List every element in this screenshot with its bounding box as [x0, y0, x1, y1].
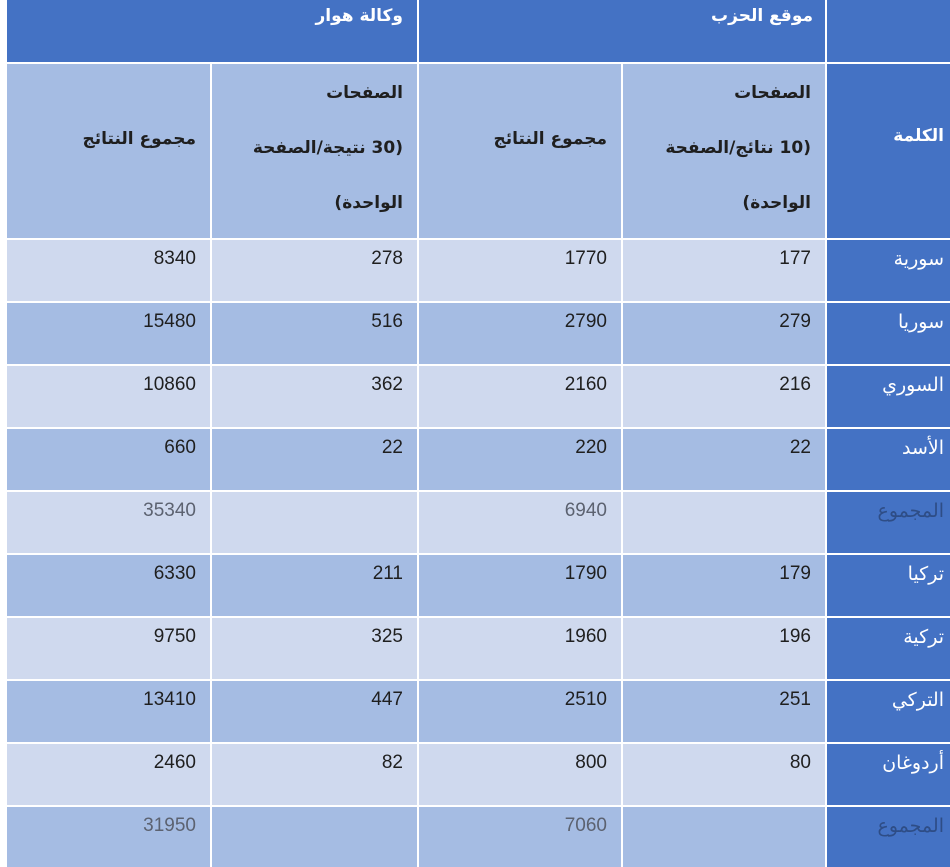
hawar-total-cell: [7, 744, 210, 805]
party-pages-cell: [623, 807, 825, 867]
party-total-cell-value: 2510: [564, 689, 607, 710]
hawar-pages-header-line2: (30 نتيجة/الصفحة: [252, 138, 403, 158]
party-pages-header: [623, 64, 825, 238]
keyword-cell-value: سوريا: [898, 311, 944, 333]
keyword-cell: [827, 618, 950, 679]
party-total-cell-value: 6940: [564, 500, 607, 521]
hawar-total-cell: [7, 618, 210, 679]
keyword-cell-value: أردوغان: [882, 752, 944, 774]
party-total-cell-value: 7060: [564, 815, 607, 836]
hawar-pages-cell-value: 447: [371, 689, 403, 710]
hawar-pages-cell-value: 516: [371, 311, 403, 332]
keyword-cell: [827, 744, 950, 805]
hawar-total-cell: [7, 681, 210, 742]
hawar-total-cell-value: 15480: [143, 311, 196, 332]
party-pages-cell-value: 196: [779, 626, 811, 647]
hawar-total-cell: [7, 240, 210, 301]
party-total-cell: [419, 429, 621, 490]
party-total-cell: [419, 492, 621, 553]
hawar-pages-cell-value: 211: [372, 563, 403, 584]
hawar-total-cell: [7, 492, 210, 553]
hawar-total-cell-value: 31950: [143, 815, 196, 836]
party-total-cell-value: 800: [575, 752, 607, 773]
keyword-column-header: [827, 64, 950, 238]
hawar-pages-cell-value: 82: [381, 752, 403, 773]
party-pages-header-line3: الواحدة): [742, 193, 811, 213]
keyword-cell: [827, 492, 950, 553]
party-pages-cell: [623, 555, 825, 616]
hawar-total-cell-value: 660: [164, 437, 196, 458]
party-total-cell-value: 220: [575, 437, 607, 458]
hawar-pages-cell: [212, 744, 417, 805]
header-hawar-agency: [7, 0, 417, 62]
hawar-pages-cell: [212, 429, 417, 490]
hawar-pages-cell-value: 362: [371, 374, 403, 395]
party-pages-cell-value: 216: [779, 374, 811, 395]
party-pages-header-line1: الصفحات: [734, 83, 811, 103]
party-total-cell: [419, 618, 621, 679]
hawar-pages-cell: [212, 618, 417, 679]
party-total-cell-value: 1790: [564, 563, 607, 584]
hawar-total-cell: [7, 555, 210, 616]
hawar-pages-cell: [212, 555, 417, 616]
party-pages-cell-value: 80: [789, 752, 811, 773]
party-total-header: [419, 64, 621, 238]
hawar-total-cell-value: 8340: [153, 248, 196, 269]
keyword-cell: [827, 429, 950, 490]
hawar-total-cell: [7, 429, 210, 490]
keyword-cell-value: تركيا: [907, 563, 944, 585]
party-pages-cell: [623, 618, 825, 679]
party-total-cell: [419, 303, 621, 364]
party-pages-cell-value: 22: [789, 437, 811, 458]
hawar-pages-cell-value: 22: [381, 437, 403, 458]
hawar-total-header-label: مجموع النتائج: [82, 129, 196, 149]
party-pages-cell-value: 251: [779, 689, 811, 710]
hawar-total-cell-value: 13410: [143, 689, 196, 710]
hawar-total-cell-value: 35340: [143, 500, 196, 521]
hawar-total-header: [7, 64, 210, 238]
header-party-site-label: موقع الحزب: [711, 6, 813, 26]
hawar-total-cell-value: 10860: [143, 374, 196, 395]
hawar-pages-header: [212, 64, 417, 238]
header-corner-cell: [827, 0, 950, 62]
party-total-cell: [419, 807, 621, 867]
keyword-cell: [827, 303, 950, 364]
party-pages-cell: [623, 303, 825, 364]
keyword-cell-value: التركي: [891, 689, 944, 711]
header-party-site: [419, 0, 825, 62]
keyword-cell: [827, 240, 950, 301]
party-total-cell-value: 1770: [564, 248, 607, 269]
hawar-pages-cell: [212, 492, 417, 553]
hawar-pages-cell-value: 278: [371, 248, 403, 269]
party-total-cell: [419, 366, 621, 427]
party-total-cell: [419, 744, 621, 805]
party-total-cell-value: 2160: [564, 374, 607, 395]
hawar-pages-cell: [212, 366, 417, 427]
party-total-cell: [419, 681, 621, 742]
party-pages-cell-value: 279: [779, 311, 811, 332]
hawar-pages-cell: [212, 807, 417, 867]
hawar-pages-header-line3: الواحدة): [334, 193, 403, 213]
party-total-cell-value: 1960: [564, 626, 607, 647]
keyword-cell-value: المجموع: [877, 815, 944, 837]
party-total-header-label: مجموع النتائج: [493, 129, 607, 149]
hawar-total-cell: [7, 807, 210, 867]
keyword-cell-value: المجموع: [877, 500, 944, 522]
keyword-cell: [827, 366, 950, 427]
party-total-cell: [419, 555, 621, 616]
hawar-pages-cell: [212, 303, 417, 364]
hawar-total-cell-value: 6330: [153, 563, 196, 584]
party-pages-cell: [623, 429, 825, 490]
party-pages-cell: [623, 240, 825, 301]
keyword-cell-value: الأسد: [901, 437, 944, 459]
keyword-cell-value: السوري: [882, 374, 944, 396]
keyword-cell-value: سورية: [893, 248, 944, 270]
party-total-cell-value: 2790: [564, 311, 607, 332]
hawar-total-cell-value: 9750: [153, 626, 196, 647]
hawar-pages-cell-value: 325: [371, 626, 403, 647]
party-pages-cell: [623, 681, 825, 742]
keyword-cell: [827, 681, 950, 742]
hawar-total-cell-value: 2460: [153, 752, 196, 773]
keyword-cell: [827, 555, 950, 616]
party-pages-cell-value: 177: [779, 248, 811, 269]
party-pages-header-line2: (10 نتائج/الصفحة: [665, 138, 811, 158]
keyword-cell: [827, 807, 950, 867]
keyword-cell-value: تركية: [903, 626, 944, 648]
party-pages-cell: [623, 366, 825, 427]
party-pages-cell: [623, 744, 825, 805]
party-pages-cell: [623, 492, 825, 553]
hawar-pages-cell: [212, 681, 417, 742]
party-total-cell: [419, 240, 621, 301]
hawar-total-cell: [7, 366, 210, 427]
keyword-column-header-label: الكلمة: [893, 126, 944, 146]
party-pages-cell-value: 179: [779, 563, 811, 584]
header-hawar-agency-label: وكالة هوار: [315, 6, 403, 26]
hawar-pages-header-line1: الصفحات: [326, 83, 403, 103]
hawar-pages-cell: [212, 240, 417, 301]
hawar-total-cell: [7, 303, 210, 364]
